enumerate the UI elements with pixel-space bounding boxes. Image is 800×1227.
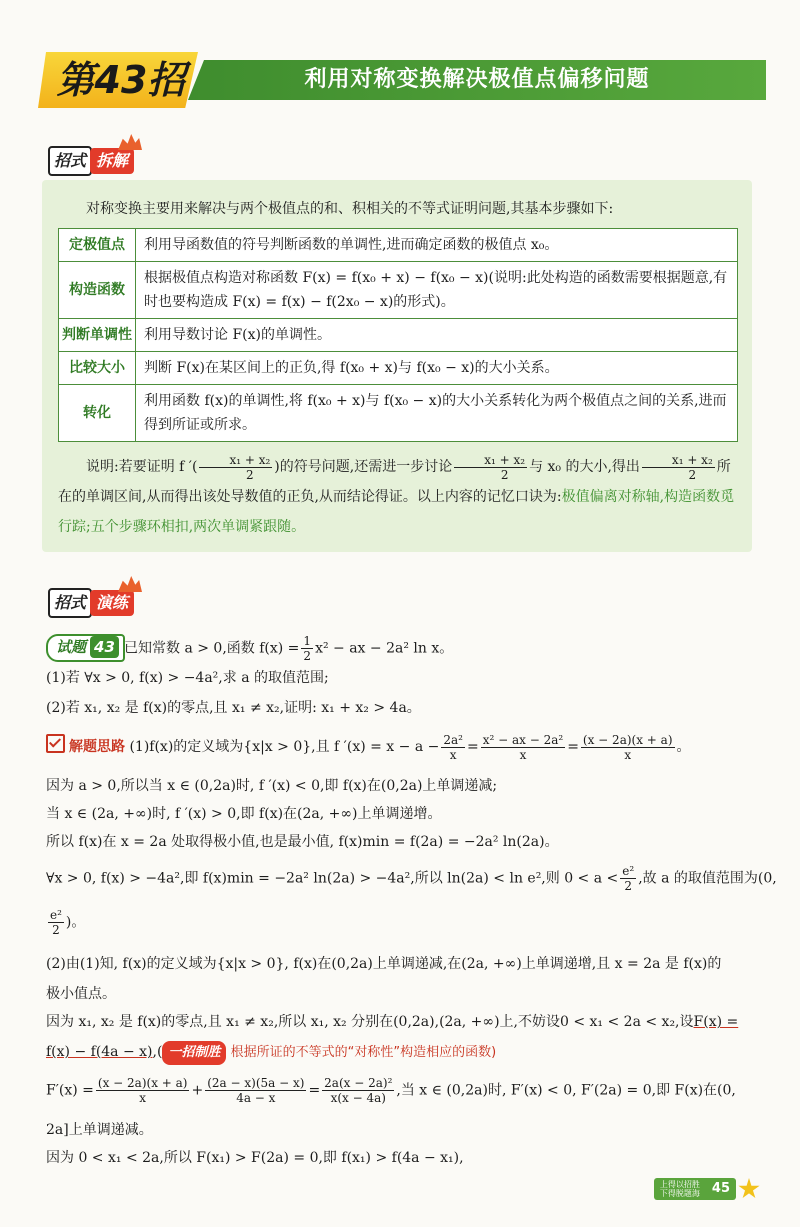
solution-line-4: 所以 f(x)在 x = 2a 处取得极小值,也是最小值, f(x)min = f(2a) = −2a² ln(2a)。 [46, 834, 559, 850]
tag-label-a: 招式 [48, 146, 92, 176]
section-tag-practice [48, 588, 134, 614]
flame-icon [118, 576, 142, 592]
solution-line-2: 因为 a > 0,所以当 x ∈ (0,2a)时, f ′(x) < 0,即 f(x)在(0,2a)上单调递减; [46, 778, 498, 794]
step-key: 判断单调性 [59, 319, 136, 352]
step-text: 根据极值点构造对称函数 F(x) = f(x₀ + x) − f(x₀ − x)(说明:此处构造的函数需要根据题意,有时也要构造成 F(x) = f(x) − f(2x₀ − x)的形式)。 [136, 262, 738, 319]
question-part-2: (2)若 x₁, x₂ 是 f(x)的零点,且 x₁ ≠ x₂,证明: x₁ + x₂ > 4a。 [46, 700, 421, 716]
page-number: 45 [706, 1178, 736, 1200]
step-text: 判断 F(x)在某区间上的正负,得 f(x₀ + x)与 f(x₀ − x)的大小关系。 [136, 352, 738, 385]
section-tag-breakdown [48, 146, 134, 172]
solution-line-7: (2)由(1)知, f(x)的定义域为{x|x > 0}, f(x)在(0,2a)上单调递减,在(2a, +∞)上单调递增,且 x = 2a 是 f(x)的 [46, 956, 722, 972]
table-row [59, 319, 738, 352]
solution-line-9: 因为 x₁, x₂ 是 f(x)的零点,且 x₁ ≠ x₂,所以 x₁, x₂ 分别在(0,2a),(2a, +∞)上,不妨设0 < x₁ < 2a < x₂,设F(x) = [46, 1014, 739, 1030]
solution-line-13: 因为 0 < x₁ < 2a,所以 F(x₁) > F(2a) = 0,即 f(x₁) > f(4a − x₁), [46, 1150, 464, 1166]
step-key: 定极值点 [59, 229, 136, 262]
solution-line-5: ∀x > 0, f(x) > −4a²,即 f(x)min = −2a² ln(2a) > −4a²,所以 ln(2a) < ln e²,则 0 < a < $\frac{\text{e²}}{2}$ ,故 a 的取值范围为(0, [46, 864, 777, 893]
step-text: 利用导函数值的符号判断函数的单调性,进而确定函数的极值点 x₀。 [136, 229, 738, 262]
question-stem: 已知常数 a > 0,函数 f(x) = $\frac{1}{2}$ x² − ax − 2a² ln x。 [124, 634, 454, 663]
table-row [59, 352, 738, 385]
solution-line-3: 当 x ∈ (2a, +∞)时, f ′(x) > 0,即 f(x)在(2a, +∞)上单调递增。 [46, 806, 442, 822]
table-row [59, 385, 738, 442]
solution-line-1: 解题思路 (1)f(x)的定义域为{x|x > 0},且 f ′(x) = x − a − $\frac{\text{2a²}}{x}$ = $\frac{\text{x² − ax − 2a²}}{x}$ = $\frac{(x - 2a)(x + a)}{x}$ 。 [46, 732, 760, 762]
chapter-banner [38, 52, 766, 108]
solution-line-8: 极小值点。 [46, 986, 116, 1002]
table-row [59, 262, 738, 319]
chapter-number: 第43招 [56, 58, 186, 102]
page-footer [654, 1178, 760, 1200]
mnemonic: 极值偏离对称轴,构造函数觅行踪;五个步骤环相扣,两次单调紧跟随。 [58, 489, 735, 535]
flame-icon [118, 134, 142, 150]
method-intro: 对称变换主要用来解决与两个极值点的和、积相关的不等式证明问题,其基本步骤如下: [86, 201, 614, 217]
question-part-1: (1)若 ∀x > 0, f(x) > −4a²,求 a 的取值范围; [46, 670, 329, 686]
question-label: 试题 43 [46, 634, 125, 662]
tag-label-b: 拆解 [90, 148, 134, 174]
step-key: 构造函数 [59, 262, 136, 319]
solution-line-10: f(x) − f(4a − x),( 一招制胜 根据所证的不等式的“对称性”构造相应的函数) [46, 1040, 760, 1065]
tip-callout: 一招制胜 根据所证的不等式的“对称性”构造相应的函数) [162, 1045, 496, 1060]
solution-title: 解题思路 [69, 739, 125, 755]
solution-line-6: $\frac{\text{e²}}{2}$ )。 [50, 908, 86, 937]
chapter-title: 利用对称变换解决极值点偏移问题 [304, 67, 650, 92]
tag-label-a: 招式 [48, 588, 92, 618]
solution-line-11: F′(x) = $\frac{(x - 2a)(x + a)}{x}$ + $\frac{(2a - x)(5a - x)}{4a - x}$ = $\frac{\text{2a(x − 2a)²}}{x(x - 4a)}$ ,当 x ∈ (0,2a)时, F′(x) < 0, F′(2a) = 0,即 F(x)在(0, [46, 1076, 736, 1105]
table-row [59, 229, 738, 262]
checkbox-icon [46, 734, 65, 753]
tag-label-b: 演练 [90, 590, 134, 616]
step-text: 利用导数讨论 F(x)的单调性。 [136, 319, 738, 352]
footer-brand: 上得以招胜 下得脱题海 [654, 1178, 706, 1200]
step-key: 转化 [59, 385, 136, 442]
step-key: 比较大小 [59, 352, 136, 385]
solution-line-12: 2a]上单调递减。 [46, 1122, 153, 1138]
step-text: 利用函数 f(x)的单调性,将 f(x₀ + x)与 f(x₀ − x)的大小关系转化为两个极值点之间的关系,进而得到所证或所求。 [136, 385, 738, 442]
method-note: 说明:若要证明 f ′( $\frac{\text{x₁ + x₂}}{2}$ )的符号问题,还需进一步讨论 $\frac{\text{x₁ + x₂}}{2}$ 与 x₀ 的大小,得出 $\frac{\text{x₁ + x₂}}{2}$ 所在的单调区间,从而得出该处导数值的正负,从而结论得证。以上内容的记忆口诀为:极值偏离对称轴,构造函数觅行踪;五个步骤环相扣,两次单调紧跟随。 [58, 452, 735, 535]
star-mascot-icon [738, 1178, 760, 1200]
steps-table [58, 228, 738, 442]
